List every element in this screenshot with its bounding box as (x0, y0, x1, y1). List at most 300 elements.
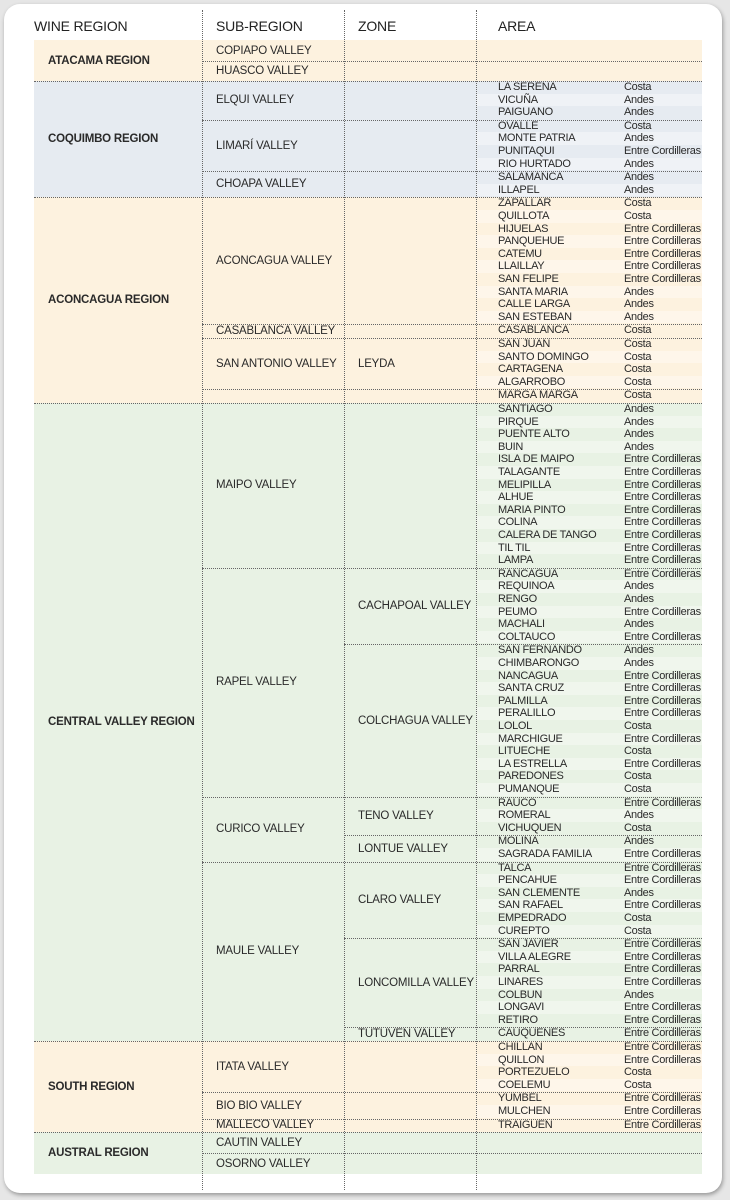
area-type: Entre Cordilleras (624, 235, 701, 248)
region-name: ATACAMA REGION (48, 54, 150, 67)
area-name: CALLE LARGA (498, 298, 570, 311)
column-divider (476, 10, 477, 1190)
area-type: Andes (624, 183, 654, 196)
area-row (476, 120, 702, 133)
area-name: RETIRO (498, 1013, 538, 1026)
area-type: Entre Cordilleras (624, 874, 701, 887)
area-name: CALERA DE TANGO (498, 529, 597, 541)
area-row (476, 912, 702, 925)
area-type: Entre Cordilleras (624, 963, 701, 976)
area-type: Costa (624, 350, 652, 363)
area-type: Entre Cordilleras (624, 669, 701, 682)
area-name: PEUMO (498, 605, 537, 618)
area-name: QUILLON (498, 1053, 545, 1066)
area-row (476, 670, 702, 683)
area-name: SAN CLEMENTE (498, 886, 580, 899)
area-name: LOLOL (498, 720, 532, 732)
region-divider (34, 1132, 702, 1133)
area-row (476, 951, 702, 964)
area-name: RANCAGUA (498, 567, 558, 580)
area-type: Costa (624, 720, 652, 732)
area-type: Costa (624, 197, 652, 210)
area-name: PORTEZUELO (498, 1066, 570, 1079)
zone-name: TENO VALLEY (358, 810, 434, 822)
area-name: REQUINOA (498, 580, 555, 593)
area-type: Entre Cordilleras (624, 976, 701, 988)
area-row (476, 1027, 702, 1040)
area-type: Entre Cordilleras (624, 694, 701, 707)
area-name: CHILLAN (498, 1041, 543, 1053)
subregion-divider (202, 338, 702, 339)
area-row (476, 695, 702, 708)
area-type: Costa (624, 1066, 652, 1079)
area-type: Entre Cordilleras (624, 861, 701, 874)
area-row (476, 657, 702, 670)
column-header: WINE REGION (34, 18, 128, 34)
area-row (476, 491, 702, 504)
area-row (476, 376, 702, 389)
area-name: RAUCO (498, 796, 537, 809)
area-row (476, 529, 702, 542)
area-row (476, 542, 702, 555)
area-name: LINARES (498, 976, 543, 988)
subregion-divider (202, 1092, 702, 1093)
area-name: QUILLOTA (498, 210, 550, 222)
subregion-divider (202, 171, 702, 172)
area-row (476, 1066, 702, 1079)
area-name: MELIPILLA (498, 478, 551, 491)
area-row (476, 580, 702, 593)
area-name: SAN JUAN (498, 338, 550, 350)
area-name: PERALILLO (498, 707, 556, 720)
area-type: Entre Cordilleras (624, 503, 701, 516)
area-type: Andes (624, 886, 654, 899)
area-name: CAUQUENES (498, 1027, 565, 1040)
area-type: Entre Cordilleras (624, 605, 701, 618)
area-name: VICHUQUEN (498, 821, 562, 834)
area-name: ZAPALLAR (498, 197, 552, 210)
column-divider (344, 10, 345, 1190)
region-divider (34, 1041, 702, 1042)
area-row (476, 745, 702, 758)
area-name: MACHALI (498, 618, 545, 631)
area-row (476, 887, 702, 900)
area-type: Andes (624, 403, 654, 415)
area-type: Andes (624, 93, 654, 106)
zone-name: TUTUVEN VALLEY (358, 1028, 456, 1041)
area-row (476, 260, 702, 273)
area-row (476, 210, 702, 223)
area-name: SANTA CRUZ (498, 682, 564, 695)
area-row (476, 273, 702, 286)
area-type: Andes (624, 171, 654, 184)
area-type: Entre Cordilleras (624, 1001, 701, 1014)
area-name: OVALLE (498, 119, 539, 132)
area-type: Andes (624, 593, 654, 605)
area-row (476, 1079, 702, 1092)
region-divider (34, 403, 702, 404)
area-type: Andes (624, 285, 654, 298)
area-name: BUIN (498, 440, 524, 453)
zone-name: LEYDA (358, 357, 395, 370)
area-type: Entre Cordilleras (624, 466, 701, 478)
area-name: COLBUN (498, 988, 543, 1001)
area-row (476, 1092, 702, 1105)
area-row (476, 606, 702, 619)
area-name: ILLAPEL (498, 183, 540, 196)
area-row (476, 989, 702, 1002)
area-name: TRAIGUEN (498, 1118, 553, 1131)
area-name: COELEMU (498, 1078, 551, 1091)
area-row (476, 618, 702, 631)
area-name: MONTE PATRIA (498, 132, 576, 145)
area-row (476, 441, 702, 454)
area-name: CHIMBARONGO (498, 657, 580, 669)
area-name: LLAILLAY (498, 260, 545, 273)
area-row (476, 682, 702, 695)
area-type: Entre Cordilleras (624, 222, 701, 235)
area-row (476, 324, 702, 337)
area-row (476, 1105, 702, 1118)
area-type: Entre Cordilleras (624, 1013, 701, 1026)
area-name: PUNITAQUI (498, 145, 555, 157)
area-row (476, 899, 702, 912)
area-name: ROMERAL (498, 809, 551, 822)
area-name: MARGA MARGA (498, 389, 578, 402)
area-name: MARIA PINTO (498, 503, 566, 516)
area-name: SAN FERNANDO (498, 644, 582, 657)
table-card (4, 4, 722, 1193)
area-type: Entre Cordilleras (624, 567, 701, 580)
area-name: EMPEDRADO (498, 912, 567, 924)
area-type: Costa (624, 119, 652, 132)
area-type: Andes (624, 428, 654, 441)
area-type: Entre Cordilleras (624, 260, 701, 273)
area-name: TIL TIL (498, 541, 531, 554)
area-row (476, 106, 702, 119)
column-divider (202, 10, 203, 1190)
area-name: PALMILLA (498, 694, 548, 707)
area-type: Entre Cordilleras (624, 1027, 701, 1040)
area-name: PANQUEHUE (498, 235, 565, 248)
area-name: TALCA (498, 861, 532, 874)
area-name: LA ESTRELLA (498, 757, 567, 770)
area-type: Costa (624, 338, 652, 350)
area-type: Andes (624, 835, 654, 848)
area-name: CARTAGENA (498, 363, 563, 376)
area-type: Andes (624, 440, 654, 453)
area-name: PUMANQUE (498, 783, 560, 795)
area-type: Costa (624, 912, 652, 924)
region-divider (34, 81, 702, 82)
area-row (476, 1041, 702, 1054)
area-row (476, 338, 702, 351)
area-name: RIO HURTADO (498, 157, 571, 170)
area-type: Entre Cordilleras (624, 541, 701, 554)
area-row (476, 631, 702, 644)
area-row (476, 403, 702, 416)
area-row (476, 389, 702, 402)
area-row (476, 453, 702, 466)
subregion-name: MALLECO VALLEY (216, 1119, 314, 1132)
area-type: Costa (624, 745, 652, 758)
subregion-name: HUASCO VALLEY (216, 65, 309, 77)
area-row (476, 158, 702, 171)
subregion-name: CASABLANCA VALLEY (216, 325, 336, 338)
area-name: PARRAL (498, 963, 540, 976)
area-type: Entre Cordilleras (624, 757, 701, 770)
area-row (476, 707, 702, 720)
area-type: Costa (624, 924, 652, 937)
area-type: Costa (624, 389, 652, 402)
area-name: PAREDONES (498, 770, 564, 783)
area-name: PIRQUE (498, 415, 539, 428)
area-name: CASABLANCA (498, 324, 569, 337)
area-name: SALAMANCA (498, 171, 564, 184)
region-divider (34, 197, 702, 198)
area-name: HIJUELAS (498, 222, 549, 235)
area-type: Andes (624, 310, 654, 323)
area-row (476, 720, 702, 733)
area-row (476, 171, 702, 184)
subregion-divider (202, 1119, 702, 1120)
region-name: AUSTRAL REGION (48, 1147, 149, 1160)
area-name: SANTO DOMINGO (498, 350, 589, 363)
zone-name: CLARO VALLEY (358, 893, 442, 906)
area-row (476, 298, 702, 311)
subregion-name: ACONCAGUA VALLEY (216, 254, 333, 267)
area-name: MARCHIGUE (498, 732, 563, 745)
area-name: CATEMU (498, 247, 542, 260)
area-name: MOLINA (498, 835, 539, 848)
area-row (476, 184, 702, 197)
area-type: Entre Cordilleras (624, 478, 701, 491)
area-type: Costa (624, 783, 652, 795)
area-row (476, 862, 702, 875)
area-type: Costa (624, 210, 652, 222)
area-row (476, 145, 702, 158)
area-type: Andes (624, 580, 654, 593)
area-name: TALAGANTE (498, 466, 560, 478)
column-header: ZONE (358, 18, 397, 34)
area-type: Costa (624, 821, 652, 834)
subregion-name: COPIAPO VALLEY (216, 44, 312, 57)
area-row (476, 311, 702, 324)
area-row (476, 197, 702, 210)
area-row (476, 809, 702, 822)
area-name: COLTAUCO (498, 630, 556, 643)
subregion-divider (202, 389, 702, 390)
subregion-divider (202, 862, 702, 863)
column-header: AREA (498, 18, 536, 34)
area-type: Entre Cordilleras (624, 554, 701, 567)
area-row (476, 248, 702, 261)
area-type: Andes (624, 106, 654, 119)
area-row (476, 770, 702, 783)
area-row (476, 416, 702, 429)
area-type: Entre Cordilleras (624, 682, 701, 695)
area-row (476, 938, 702, 951)
area-row (476, 94, 702, 107)
area-row (476, 235, 702, 248)
area-row (476, 822, 702, 835)
subregion-name: CHOAPA VALLEY (216, 178, 307, 191)
area-type: Costa (624, 324, 652, 337)
area-name: COLINA (498, 516, 538, 529)
area-row (476, 351, 702, 364)
subregion-divider (202, 568, 702, 569)
area-row (476, 848, 702, 861)
subregion-name: RAPEL VALLEY (216, 676, 297, 689)
zone-name: COLCHAGUA VALLEY (358, 714, 473, 727)
subregion-divider (202, 1153, 702, 1154)
area-name: RENGO (498, 593, 537, 605)
area-name: PAIGUANO (498, 106, 553, 119)
area-row (476, 1054, 702, 1067)
area-type: Entre Cordilleras (624, 707, 701, 720)
area-row (476, 593, 702, 606)
area-type: Andes (624, 988, 654, 1001)
area-type: Entre Cordilleras (624, 732, 701, 745)
area-name: ISLA DE MAIPO (498, 453, 575, 466)
area-name: SANTIAGO (498, 403, 553, 415)
region-name: CENTRAL VALLEY REGION (48, 716, 195, 728)
subregion-name: OSORNO VALLEY (216, 1157, 311, 1170)
area-type: Entre Cordilleras (624, 630, 701, 643)
subregion-name: MAIPO VALLEY (216, 479, 297, 492)
area-type: Entre Cordilleras (624, 491, 701, 504)
area-row (476, 733, 702, 746)
area-row (476, 874, 702, 887)
area-type: Entre Cordilleras (624, 516, 701, 529)
subregion-divider (202, 61, 702, 62)
area-name: SAN JAVIER (498, 938, 559, 951)
area-type: Entre Cordilleras (624, 938, 701, 951)
area-type: Entre Cordilleras (624, 1105, 701, 1117)
subregion-divider (202, 324, 702, 325)
area-type: Entre Cordilleras (624, 529, 701, 541)
area-type: Andes (624, 618, 654, 631)
area-name: PUENTE ALTO (498, 428, 570, 441)
area-type: Costa (624, 81, 652, 93)
column-header: SUB-REGION (216, 18, 303, 34)
area-type: Costa (624, 1078, 652, 1091)
area-type: Entre Cordilleras (624, 247, 701, 260)
area-name: VICUÑA (498, 93, 538, 106)
area-type: Andes (624, 132, 654, 145)
area-type: Costa (624, 363, 652, 376)
area-name: VILLA ALEGRE (498, 950, 571, 963)
area-row (476, 81, 702, 94)
area-row (476, 783, 702, 796)
area-row (476, 976, 702, 989)
area-type: Entre Cordilleras (624, 1092, 701, 1105)
area-name: ALHUE (498, 491, 534, 504)
area-type: Entre Cordilleras (624, 848, 701, 860)
area-row (476, 568, 702, 581)
zone-name: LONTUE VALLEY (358, 842, 448, 855)
area-type: Entre Cordilleras (624, 950, 701, 963)
subregion-name: LIMARÍ VALLEY (216, 139, 298, 152)
region-name: ACONCAGUA REGION (48, 294, 169, 307)
area-type: Costa (624, 375, 652, 388)
subregion-name: MAULE VALLEY (216, 945, 300, 958)
area-row (476, 516, 702, 529)
subregion-divider (202, 797, 702, 798)
area-type: Entre Cordilleras (624, 145, 701, 157)
area-row (476, 554, 702, 567)
area-row (476, 1014, 702, 1027)
region-name: SOUTH REGION (48, 1080, 135, 1093)
area-name: SAN ESTEBAN (498, 310, 572, 323)
subregion-name: CURICO VALLEY (216, 823, 305, 836)
area-row (476, 644, 702, 657)
area-name: MULCHEN (498, 1105, 551, 1117)
area-type: Andes (624, 644, 654, 657)
area-type: Entre Cordilleras (624, 1118, 701, 1131)
area-name: PENCAHUE (498, 874, 557, 887)
area-type: Andes (624, 298, 654, 311)
area-row (476, 479, 702, 492)
area-name: YUMBEL (498, 1092, 542, 1105)
subregion-name: ITATA VALLEY (216, 1060, 289, 1073)
area-name: SAGRADA FAMILIA (498, 848, 592, 860)
area-row (476, 363, 702, 376)
area-row (476, 758, 702, 771)
area-name: LA SERENA (498, 81, 557, 93)
area-name: SAN RAFAEL (498, 899, 563, 912)
subregion-divider (202, 120, 702, 121)
area-row (476, 1001, 702, 1014)
area-row (476, 466, 702, 479)
area-row (476, 1119, 702, 1132)
region-name: COQUIMBO REGION (48, 133, 159, 146)
area-type: Entre Cordilleras (624, 796, 701, 809)
zone-name: CACHAPOAL VALLEY (358, 600, 472, 613)
wine-regions-table (4, 4, 722, 1193)
area-name: SANTA MARIA (498, 285, 568, 298)
area-type: Entre Cordilleras (624, 273, 701, 285)
subregion-name: SAN ANTONIO VALLEY (216, 357, 337, 370)
area-row (476, 797, 702, 810)
area-row (476, 428, 702, 441)
area-type: Entre Cordilleras (624, 1053, 701, 1066)
area-name: ALGARROBO (498, 375, 565, 388)
area-row (476, 963, 702, 976)
area-type: Andes (624, 157, 654, 170)
area-name: CUREPTO (498, 924, 550, 937)
subregion-name: CAUTIN VALLEY (216, 1136, 303, 1149)
zone-name: LONCOMILLA VALLEY (358, 976, 474, 989)
subregion-name: BIO BIO VALLEY (216, 1099, 302, 1112)
area-type: Entre Cordilleras (624, 1041, 701, 1053)
area-row (476, 132, 702, 145)
area-type: Andes (624, 415, 654, 428)
area-name: NANCAGUA (498, 669, 558, 682)
subregion-name: ELQUI VALLEY (216, 94, 294, 107)
area-type: Entre Cordilleras (624, 453, 701, 466)
area-type: Andes (624, 809, 654, 822)
area-row (476, 286, 702, 299)
area-name: LONGAVI (498, 1001, 544, 1014)
area-type: Costa (624, 770, 652, 783)
area-name: SAN FELIPE (498, 273, 559, 285)
area-row (476, 835, 702, 848)
area-type: Entre Cordilleras (624, 899, 701, 912)
area-row (476, 223, 702, 236)
area-name: LITUECHE (498, 745, 550, 758)
area-name: LAMPA (498, 554, 533, 567)
